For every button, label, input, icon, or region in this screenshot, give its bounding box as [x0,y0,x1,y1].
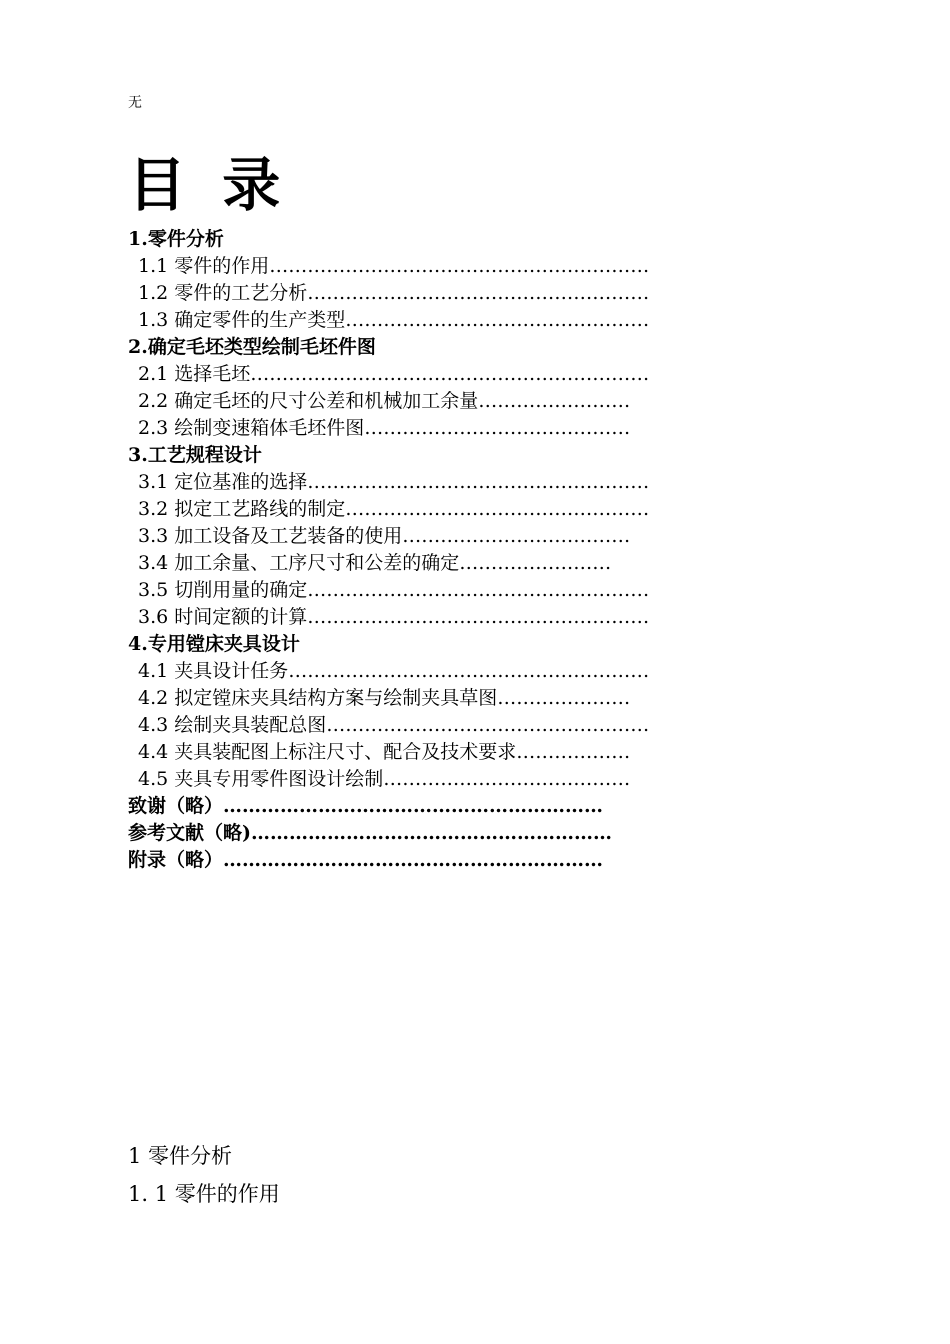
toc-leader-dots: …………………………………………… [326,714,650,736]
toc-entry-label: 3.3 加工设备及工艺装备的使用 [138,525,403,547]
toc-section[interactable] [128,334,718,361]
toc-entry-label: 1.3 确定零件的生产类型 [138,309,346,331]
toc-leader-dots: ……………… [516,741,631,763]
toc-entry[interactable] [128,307,718,334]
toc-entry[interactable] [128,469,718,496]
toc-entry[interactable] [128,496,718,523]
toc-entry-label: 附录（略） [128,849,224,871]
table-of-contents [128,226,718,874]
toc-entry-label: 3.工艺规程设计 [128,444,262,466]
toc-entry-label: 4.专用镗床夹具设计 [128,633,300,655]
toc-entry[interactable] [128,685,718,712]
toc-entry-label: 2.3 绘制变速箱体毛坯件图 [138,417,365,439]
toc-section[interactable] [128,631,718,658]
toc-entry[interactable] [128,415,718,442]
toc-entry-label: 参考文献（略) [128,822,251,844]
toc-entry-label: 1.零件分析 [128,228,224,250]
toc-leader-dots: ………………………………… [383,768,631,790]
toc-entry-label: 1.2 零件的工艺分析 [138,282,308,304]
toc-leader-dots: ……………………………… [402,525,631,547]
toc-entry-label: 2.2 确定毛坯的尺寸公差和机械加工余量 [138,390,479,412]
toc-entry-label: 1.1 零件的作用 [138,255,270,277]
toc-entry[interactable] [128,523,718,550]
toc-leader-dots: ………………………………………………… [251,822,612,844]
toc-entry-label: 4.1 夹具设计任务 [138,660,289,682]
toc-leader-dots: ………………… [497,687,631,709]
toc-section[interactable] [128,820,718,847]
toc-entry[interactable] [128,253,718,280]
toc-entry-label: 3.5 切削用量的确定 [138,579,308,601]
toc-entry-label: 4.5 夹具专用零件图设计绘制 [138,768,384,790]
toc-leader-dots: …………………… [478,390,631,412]
toc-entry[interactable] [128,712,718,739]
toc-section[interactable] [128,442,718,469]
toc-entry-label: 2.确定毛坯类型绘制毛坯件图 [128,336,376,358]
toc-entry-label: 3.6 时间定额的计算 [138,606,308,628]
toc-entry-label: 3.1 定位基准的选择 [138,471,308,493]
toc-entry[interactable] [128,577,718,604]
toc-leader-dots: …………………………………………………… [223,795,604,817]
toc-leader-dots: …………………………………………………… [269,255,650,277]
toc-leader-dots: ……………………………………………… [307,282,650,304]
toc-section[interactable] [128,847,718,874]
toc-entry-label: 3.4 加工余量、工序尺寸和公差的确定 [138,552,460,574]
toc-entry-label: 2.1 选择毛坯 [138,363,251,385]
toc-entry[interactable] [128,604,718,631]
toc-leader-dots: ………………………………………… [345,498,650,520]
toc-title: 目 录 [128,151,289,219]
toc-leader-dots: ……………………………………………… [307,606,650,628]
toc-leader-dots: ………………………………………………… [288,660,650,682]
toc-entry-label: 3.2 拟定工艺路线的制定 [138,498,346,520]
toc-entry-label: 致谢（略） [128,795,224,817]
toc-section[interactable] [128,226,718,253]
toc-leader-dots: ……………………………………………………… [250,363,650,385]
subsection-heading: 1. 1 零件的作用 [128,1182,280,1206]
toc-entry-label: 4.2 拟定镗床夹具结构方案与绘制夹具草图 [138,687,498,709]
toc-entry[interactable] [128,658,718,685]
header-note: 无 [128,95,142,111]
toc-leader-dots: …………………………………… [364,417,631,439]
toc-entry[interactable] [128,361,718,388]
toc-entry-label: 4.3 绘制夹具装配总图 [138,714,327,736]
toc-leader-dots: ……………………………………………… [307,579,650,601]
toc-entry[interactable] [128,739,718,766]
toc-entry[interactable] [128,388,718,415]
section-heading: 1 零件分析 [128,1144,233,1168]
toc-leader-dots: ……………………………………………… [307,471,650,493]
toc-entry[interactable] [128,550,718,577]
toc-leader-dots: …………………… [459,552,612,574]
toc-leader-dots: ………………………………………… [345,309,650,331]
toc-leader-dots: …………………………………………………… [223,849,604,871]
toc-section[interactable] [128,793,718,820]
toc-entry[interactable] [128,766,718,793]
toc-entry-label: 4.4 夹具装配图上标注尺寸、配合及技术要求 [138,741,517,763]
toc-entry[interactable] [128,280,718,307]
